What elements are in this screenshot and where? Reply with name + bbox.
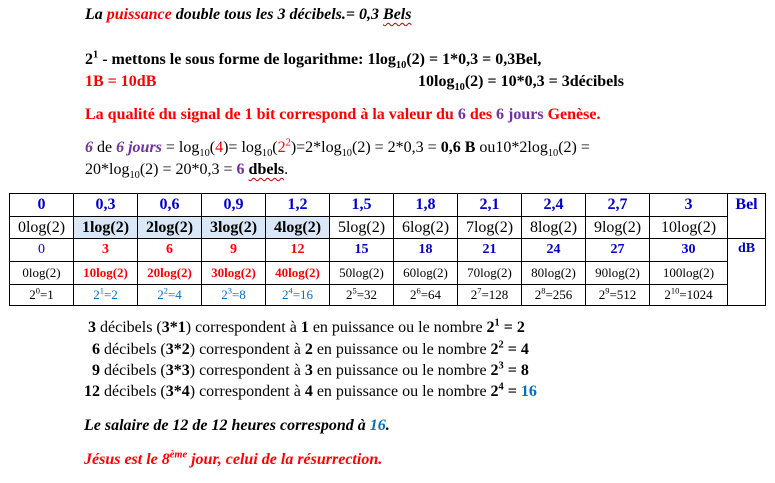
table-cell xyxy=(586,285,650,306)
base: 2 xyxy=(93,287,100,302)
table-cell: 40log(2) xyxy=(266,262,330,285)
table-cell xyxy=(74,285,138,306)
subscript: 10 xyxy=(341,148,352,160)
table-cell: 1,2 xyxy=(266,194,330,217)
text: décibels ( xyxy=(96,319,162,336)
result: 0,6 B xyxy=(440,139,476,156)
exponent: 1 xyxy=(494,317,500,329)
base: 2 xyxy=(486,319,495,336)
text: 10log xyxy=(418,73,455,90)
base: 2 xyxy=(598,287,606,302)
subscript: 10 xyxy=(261,148,273,160)
base: 2 xyxy=(281,287,289,302)
text: ) correspondent à xyxy=(189,383,305,400)
text: 2 xyxy=(304,341,313,358)
base: 2 xyxy=(490,383,499,400)
text: des xyxy=(465,106,497,123)
exponent: 8 xyxy=(541,285,546,296)
result: =512 xyxy=(609,287,637,302)
text: de xyxy=(93,139,117,156)
exponent: 10 xyxy=(670,285,680,296)
table-cell: 6log(2) xyxy=(394,217,458,239)
number-six: 6 xyxy=(236,161,245,178)
text: 3*4 xyxy=(165,383,190,400)
exponent: 6 xyxy=(416,285,421,296)
six-days: 6 jours xyxy=(496,106,544,123)
table-cell: 0 xyxy=(10,239,74,262)
table-cell: 10log(2) xyxy=(74,262,138,285)
six-days-line xyxy=(85,137,590,160)
decibel-list-item xyxy=(92,362,529,380)
result: =4 xyxy=(167,287,182,302)
table-cell xyxy=(266,285,330,306)
text: 3 xyxy=(88,319,96,336)
text: 1 xyxy=(300,319,309,336)
decibel-list-item xyxy=(84,383,537,401)
base: 2 xyxy=(85,51,93,68)
table-cell: 0,6 xyxy=(138,194,202,217)
exponent: 0 xyxy=(35,285,40,296)
table-cell: 1,8 xyxy=(394,194,458,217)
table-row-powers xyxy=(10,285,766,306)
text: 3 xyxy=(304,362,313,379)
text: ( xyxy=(209,139,216,156)
result: =1024 xyxy=(679,287,713,302)
text: = xyxy=(499,319,517,336)
text: ( xyxy=(272,139,278,156)
exponent: 2 xyxy=(285,137,291,149)
table-row-tenlog xyxy=(10,262,766,285)
exponent: 1 xyxy=(93,49,99,61)
table-row-db xyxy=(10,239,766,262)
unit-label-db: dB xyxy=(728,239,766,306)
text: - mettons le sous forme de logarithme: 1log xyxy=(98,51,396,68)
result: =256 xyxy=(545,287,573,302)
base: 2 xyxy=(29,287,36,302)
table-cell: 20log(2) xyxy=(138,262,202,285)
text: décibels ( xyxy=(100,362,166,379)
base: 2 xyxy=(221,287,228,302)
decibel-list-item xyxy=(92,341,529,359)
number-six: 6 xyxy=(457,106,466,123)
decibel-calc xyxy=(418,73,624,94)
subscript: 10 xyxy=(547,148,559,160)
table-cell: 0log(2) xyxy=(10,217,74,239)
text: . xyxy=(385,417,390,434)
number-four: 4 xyxy=(215,139,224,156)
text: Genèse. xyxy=(543,106,601,123)
text: ou10*2log xyxy=(475,139,548,156)
number-six: 6 xyxy=(85,139,93,156)
table-cell: 24 xyxy=(522,239,586,262)
text: = xyxy=(503,362,521,379)
table-cell: 7log(2) xyxy=(458,217,522,239)
subscript: 10 xyxy=(129,170,140,182)
base: 2 xyxy=(157,287,164,302)
exponent: 4 xyxy=(498,381,504,393)
heading-line-1 xyxy=(85,6,411,24)
subscript: 10 xyxy=(454,82,465,94)
text: (2) = 2*0,3 = xyxy=(352,139,441,156)
text: en puissance ou le nombre xyxy=(312,383,491,400)
base: 2 xyxy=(534,287,542,302)
text: 3*1 xyxy=(161,319,186,336)
exponent: 5 xyxy=(352,285,357,296)
result: 4 xyxy=(520,341,529,358)
text: La xyxy=(85,6,107,23)
result: =64 xyxy=(420,287,442,302)
text: = xyxy=(503,341,521,358)
power-word: puissance xyxy=(106,6,172,23)
table-cell: 4log(2) xyxy=(266,217,330,239)
table-row-bel xyxy=(10,194,766,217)
table-cell: 0 xyxy=(10,194,74,217)
text: (2) = 10*0,3 = 3décibels xyxy=(464,73,624,90)
text: (2) = xyxy=(558,139,590,156)
exponent: 7 xyxy=(477,285,482,296)
exponent: 3 xyxy=(498,360,504,372)
result: =128 xyxy=(481,287,509,302)
table-cell xyxy=(10,285,74,306)
result: 2 xyxy=(516,319,525,336)
text: ) correspondent à xyxy=(189,341,305,358)
table-cell: 30log(2) xyxy=(202,262,266,285)
text: ) correspondent à xyxy=(189,362,305,379)
resurrection-line xyxy=(84,451,382,469)
table-cell: 3log(2) xyxy=(202,217,266,239)
base: 2 xyxy=(409,287,417,302)
text: 3*3 xyxy=(165,362,190,379)
result: =32 xyxy=(356,287,378,302)
six-days: 6 jours xyxy=(116,139,162,156)
table-cell: 0,9 xyxy=(202,194,266,217)
table-cell xyxy=(458,285,522,306)
exponent: 9 xyxy=(605,285,610,296)
text: en puissance ou le nombre xyxy=(312,341,491,358)
result: 8 xyxy=(520,362,529,379)
text: Le salaire de 12 de 12 heures correspond à xyxy=(84,417,370,434)
twenty-log-line xyxy=(85,161,289,182)
text: en puissance ou le nombre xyxy=(312,362,491,379)
result: 16 xyxy=(520,383,537,400)
base: 2 xyxy=(490,362,499,379)
table-cell: 100log(2) xyxy=(650,262,728,285)
table-cell: 1log(2) xyxy=(74,217,138,239)
text: décibels ( xyxy=(100,341,166,358)
text: 6 xyxy=(92,341,100,358)
result: =16 xyxy=(292,287,314,302)
table-row-log xyxy=(10,217,766,239)
table-cell: 70log(2) xyxy=(458,262,522,285)
exponent: 3 xyxy=(227,285,232,296)
table-cell: 0log(2) xyxy=(10,262,74,285)
text: en puissance ou le nombre xyxy=(308,319,487,336)
text: double tous les 3 décibels.= 0,3 xyxy=(171,6,384,23)
table-cell xyxy=(650,285,728,306)
text: (2) = 1*0,3 = 0,3Bel, xyxy=(406,51,542,68)
subscript: 10 xyxy=(395,60,407,72)
text: )= log xyxy=(223,139,262,156)
bel-decibel-conversion: 1B = 10dB xyxy=(85,73,157,90)
base: 2 xyxy=(470,287,478,302)
text: Jésus est le 8 xyxy=(84,451,170,468)
table-cell: 15 xyxy=(330,239,394,262)
text: jour, celui de la résurrection. xyxy=(187,451,383,468)
table-cell: 9 xyxy=(202,239,266,262)
table-cell xyxy=(394,285,458,306)
exponent: 2 xyxy=(498,339,504,351)
dbels-word: dbels xyxy=(248,161,285,178)
table-cell: 3 xyxy=(74,239,138,262)
text: . xyxy=(284,161,289,178)
conversion-table xyxy=(9,193,766,306)
text: 20*log xyxy=(85,161,130,178)
table-cell: 30 xyxy=(650,239,728,262)
base: 2 xyxy=(345,287,353,302)
table-cell: 3 xyxy=(650,194,728,217)
exponent: 1 xyxy=(99,285,104,296)
table-cell: 2,7 xyxy=(586,194,650,217)
log-line xyxy=(85,49,542,72)
table-cell: 18 xyxy=(394,239,458,262)
text: = log xyxy=(161,139,200,156)
table-cell: 90log(2) xyxy=(586,262,650,285)
table-cell xyxy=(330,285,394,306)
base: 2 xyxy=(490,341,499,358)
table-cell: 2,4 xyxy=(522,194,586,217)
subscript: 10 xyxy=(199,148,210,160)
text: = xyxy=(503,383,521,400)
table-cell: 5log(2) xyxy=(330,217,394,239)
text: ) correspondent à xyxy=(185,319,301,336)
text: )=2*log xyxy=(290,139,342,156)
base: 2 xyxy=(664,287,671,302)
unit-label-bel: Bel xyxy=(728,194,766,239)
exponent: 2 xyxy=(163,285,168,296)
text: 9 xyxy=(92,362,100,379)
table-cell: 9log(2) xyxy=(586,217,650,239)
text: décibels ( xyxy=(100,383,166,400)
exponent: 4 xyxy=(288,285,293,296)
text: 4 xyxy=(304,383,313,400)
result: =1 xyxy=(39,287,54,302)
number-sixteen: 16 xyxy=(369,417,386,434)
base: 2 xyxy=(277,139,286,156)
result: =2 xyxy=(103,287,118,302)
bels-word: Bels xyxy=(383,6,412,23)
table-cell: 0,3 xyxy=(74,194,138,217)
table-cell: 21 xyxy=(458,239,522,262)
table-cell: 10log(2) xyxy=(650,217,728,239)
table-cell: 6 xyxy=(138,239,202,262)
table-cell: 2,1 xyxy=(458,194,522,217)
result: =8 xyxy=(231,287,246,302)
text: (2) = 20*0,3 = xyxy=(139,161,237,178)
table-cell: 1,5 xyxy=(330,194,394,217)
salary-line xyxy=(84,417,390,435)
superscript: ème xyxy=(169,449,188,461)
signal-quality-line xyxy=(85,106,600,124)
text: La qualité du signal de 1 bit correspond à la valeur du xyxy=(85,106,458,123)
table-cell: 8log(2) xyxy=(522,217,586,239)
table-cell: 50log(2) xyxy=(330,262,394,285)
table-cell xyxy=(522,285,586,306)
table-cell: 12 xyxy=(266,239,330,262)
decibel-list-item xyxy=(88,319,525,337)
table-cell: 60log(2) xyxy=(394,262,458,285)
table-cell: 2log(2) xyxy=(138,217,202,239)
text: 3*2 xyxy=(165,341,190,358)
table-cell xyxy=(138,285,202,306)
text: 12 xyxy=(84,383,100,400)
table-cell xyxy=(202,285,266,306)
table-cell: 80log(2) xyxy=(522,262,586,285)
table-cell: 27 xyxy=(586,239,650,262)
